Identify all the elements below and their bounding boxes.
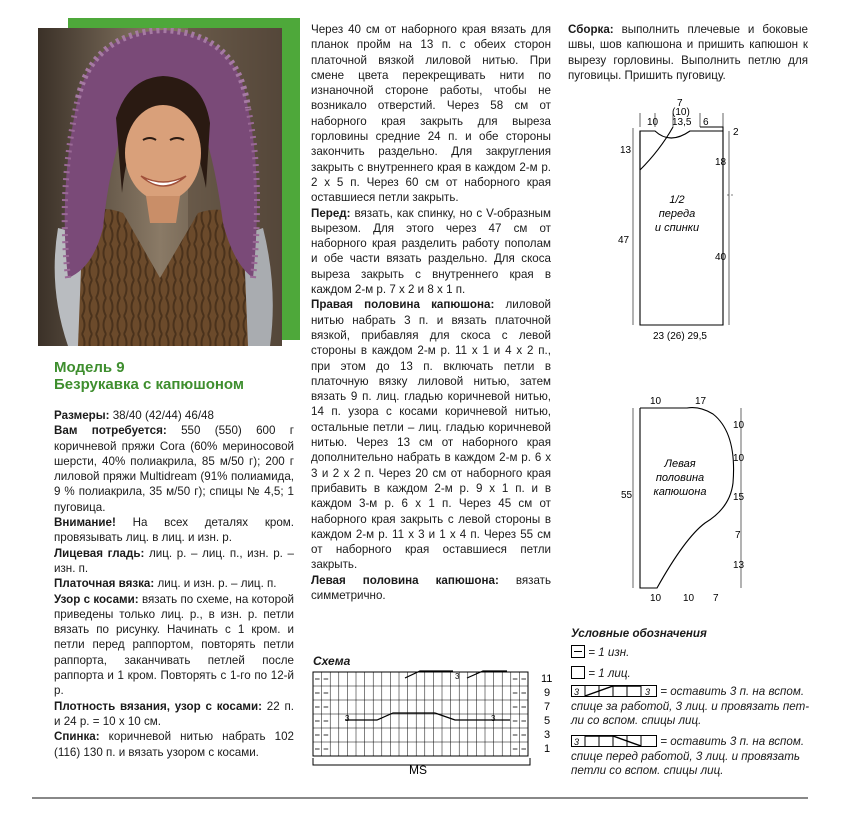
- assembly-paragraph: Сборка: выполнить плечевые и боковые швы, шов капюшона и пришить капюшон к вырезу горловины. Выполнить петлю для пуговицы. Пришить пуговицу.: [568, 23, 808, 82]
- column-2: [311, 22, 551, 603]
- cable-back-num-2: 3: [645, 687, 651, 697]
- legend-cable-back-line3: ли со вспом. спицы лиц.: [571, 714, 702, 727]
- legend-cable-front: 3 = оставить 3 п. на вспом.: [571, 735, 804, 749]
- row-number-5: 5: [544, 715, 551, 727]
- hood-pattern-diagram: [615, 388, 765, 613]
- body-dim-top-b: (10): [672, 107, 690, 118]
- hood-label-1: Левая: [664, 458, 696, 470]
- scheme-chart: [305, 668, 555, 780]
- hood-dim-r7: 7: [735, 530, 741, 541]
- body-dim-r18: 18: [715, 157, 727, 168]
- purl-symbol-icon: [571, 645, 585, 658]
- row-number-3: 3: [544, 729, 551, 741]
- materials-paragraph: Вам потребуется: 550 (550) 600 г коричневой пряжи Cora (60% мериносовой шерсти, 40% полиакрила, 85 м/50 г); 200 г лиловой пряжи Multidream (91% полиамида, 9 % полиакрила, 35 м/50 г); спицы № 4,5; 1 пуговица.: [54, 424, 294, 514]
- hood-dim-b7: 7: [713, 593, 719, 604]
- hood-label-2: половина: [655, 472, 705, 484]
- legend-purl: = 1 изн.: [571, 645, 629, 660]
- scheme-cable-num-2: 3: [345, 714, 350, 723]
- hood-label-3: капюшона: [653, 486, 707, 498]
- body-label-3: и спинки: [654, 222, 700, 234]
- column-1: [54, 408, 294, 760]
- cable-front-num: 3: [574, 737, 580, 747]
- cable-back-symbol-icon: [571, 685, 657, 697]
- column-3: [568, 22, 808, 83]
- body-pattern-diagram: [615, 95, 765, 345]
- row-number-7: 7: [544, 701, 551, 713]
- cable-back-num: 3: [574, 687, 580, 697]
- photo-block: [38, 18, 300, 346]
- model-number: Модель 9: [54, 359, 125, 376]
- scheme-title: Схема: [313, 654, 351, 668]
- row-number-9: 9: [544, 687, 551, 699]
- cable-front-symbol-icon: [571, 735, 657, 747]
- attention-paragraph: Внимание! На всех деталях кром. провязывать лиц. в лиц. и изн. р.: [54, 516, 294, 545]
- scheme-row-numbers: [541, 673, 552, 755]
- model-photo-illustration: [38, 28, 282, 346]
- hood-dim-b10a: 10: [650, 593, 662, 604]
- row-number-1: 1: [544, 743, 551, 755]
- ms-label: MS: [409, 763, 427, 777]
- back-continued-paragraph: Через 40 см от наборного края вязать для планок пройм на 13 п. с обеих сторон платочной вязкой лиловой нитью. При смене цвета перекрещивать нити по изнаночной стороне работы, чтобы не возникало отверстий. Через 58 см от наборного края закрыть для выреза горловины средние 24 п. и обе стороны закончить раздельно. Для закругления закрыть с внутреннего края в каждом 2-м р. 2 х 5 п. Через 60 см от наборного края оставшиеся петли закрыть.: [311, 23, 551, 205]
- legend-cable-front-line3: петли со вспом. спицы лиц.: [571, 764, 724, 777]
- left-hood-paragraph: Левая половина капюшона: вязать симметрично.: [311, 573, 551, 602]
- cable-pattern-paragraph: Узор с косами: вязать по схеме, на которой приведены только лиц. р., в изн. р. петли вязать по рисунку. Начинать с 1 кром. и петли перед раппортом, повторять петли раппорта, заканчивать петлей после раппорта и 1 кром. Повторять с 1-го по 12-й р.: [54, 592, 295, 698]
- knit-symbol-icon: [571, 666, 585, 679]
- hood-dim-r10b: 10: [733, 453, 745, 464]
- hood-dim-b10b: 10: [683, 593, 695, 604]
- hood-dim-top10: 10: [650, 396, 662, 407]
- scheme-cable-num-3: 3: [491, 714, 496, 723]
- model-heading: [54, 359, 244, 393]
- row-number-11: 11: [541, 673, 553, 685]
- body-dim-top-a: 7: [677, 98, 683, 109]
- body-label-1: 1/2: [669, 194, 685, 206]
- body-dim-w6: 6: [703, 117, 709, 128]
- hood-dim-r15: 15: [733, 492, 745, 503]
- hood-dim-top17: 17: [695, 396, 707, 407]
- stockinette-paragraph: Лицевая гладь: лиц. р. – лиц. п., изн. р. – изн. п.: [54, 546, 294, 575]
- front-paragraph: Перед: вязать, как спинку, но с V-образным вырезом. Для этого через 47 см от наборного края разделить работу пополам и обе части вязать раздельно. Для скоса выреза закрыть с внутреннего края в каждом 2-м р. 7 х 2 и 8 х 1 п.: [311, 206, 551, 297]
- body-dim-r40: 40: [715, 252, 727, 263]
- body-dim-r2: 2: [733, 127, 739, 138]
- hood-dim-r10a: 10: [733, 420, 745, 431]
- legend-cable-back: 3 3 = оставить 3 п. на вспом.: [571, 685, 804, 699]
- right-hood-paragraph: Правая половина капюшона: лиловой нитью набрать 3 п. и вязать платочной вязкой, прибавляя для скоса с левой стороны в каждом 2-м р. 11 х 1 и 4 х 2 п., при этом до 13 п. включать петли в платочную вязку лиловой нитью, затем вязать 9 п. лиц. гладью коричневой нитью, 14 п. узора с косами коричневой нитью, остальные петли – лиц. гладью коричневой нитью. Через 13 см от наборного края дополнительно набрать в каждом 2-м р. 6 х 3 и 2 х 2 п. Через 20 см от наборного края прибавить в каждом 2-м р. 9 х 1 п. и в каждом 3-м р. 6 х 1 п. Через 45 см от наборного края закрыть с левой стороны в каждом 2-м р. 11 х 3 и 1 х 4 п. Через 55 см от наборного края оставшиеся петли закрыть.: [311, 298, 551, 572]
- hood-dim-l55: 55: [621, 490, 633, 501]
- bottom-divider: [32, 797, 808, 799]
- model-name: Безрукавка с капюшоном: [54, 376, 244, 393]
- body-label-2: переда: [658, 208, 696, 220]
- body-dim-top-c: 13,5: [672, 117, 692, 128]
- hood-dim-r13: 13: [733, 560, 745, 571]
- gauge-paragraph: Плотность вязания, узор с косами: 22 п. и 24 р. = 10 х 10 см.: [54, 699, 295, 728]
- body-dim-l13: 13: [620, 145, 632, 156]
- legend-title: Условные обозначения: [571, 627, 707, 640]
- legend-cable-back-line2: спице за работой, 3 лиц. и провязать пет-: [571, 700, 810, 713]
- model-photo: [38, 28, 282, 346]
- body-dim-w10: 10: [647, 117, 659, 128]
- legend-knit: = 1 лиц.: [571, 666, 631, 681]
- sizes-paragraph: Размеры: 38/40 (42/44) 46/48: [54, 409, 214, 422]
- garter-paragraph: Платочная вязка: лиц. и изн. р. – лиц. п.: [54, 577, 277, 591]
- legend-cable-front-line2: спице перед работой, 3 лиц. и провязать: [571, 750, 800, 763]
- body-dim-bottom: 23 (26) 29,5: [653, 331, 707, 342]
- body-dim-l47: 47: [618, 235, 630, 246]
- scheme-cable-num-1: 3: [455, 672, 460, 681]
- back-paragraph: Спинка: коричневой нитью набрать 102 (116) 130 п. и вязать узором с косами.: [54, 730, 294, 759]
